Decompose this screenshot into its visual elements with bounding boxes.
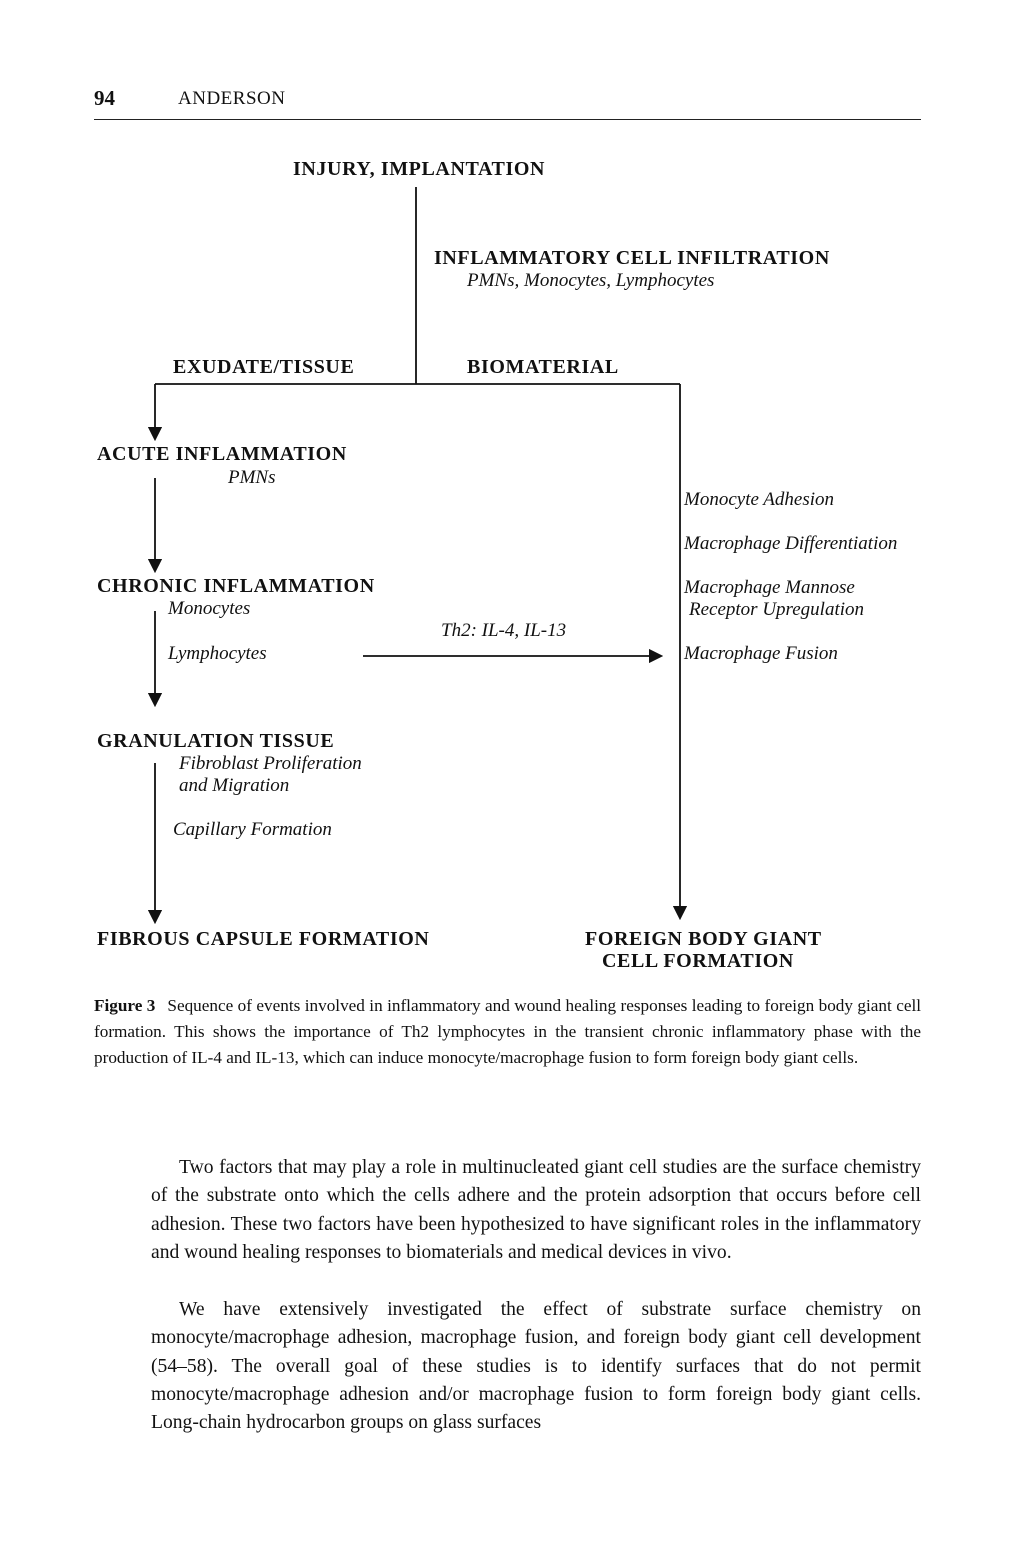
node-macrophage-fusion: Macrophage Fusion <box>684 643 838 664</box>
body-paragraph-1 <box>151 1154 921 1267</box>
node-infiltration: INFLAMMATORY CELL INFILTRATION <box>434 247 830 269</box>
th2-label: Th2: IL-4, IL-13 <box>441 620 567 641</box>
node-granulation: GRANULATION TISSUE <box>97 730 335 752</box>
caption-text: Sequence of events involved in inflammatory and wound healing responses leading to foreign body giant cell formation. This shows the importance of Th2 lymphocytes in the transient chronic inflammatory phase with the production of IL-4 and IL-13, which can induce monocyte/macrophage fusion to form foreign body giant cells. <box>94 996 921 1067</box>
paragraph-2-text: We have extensively investigated the effect of substrate surface chemistry on monocyte/macrophage adhesion, macrophage fusion, and foreign body giant cell development (54–58). The overall goal of these studies is to identify surfaces that do not permit monocyte/macrophage adhesion and/or macrophage fusion to form foreign body giant cells. Long-chain hydrocarbon groups on glass surfaces <box>151 1299 921 1434</box>
node-fibroblast-2: and Migration <box>179 775 290 796</box>
node-monocyte-adhesion: Monocyte Adhesion <box>684 489 835 510</box>
node-mannose-1: Macrophage Mannose <box>684 577 855 598</box>
figure-caption <box>94 993 921 1071</box>
caption-label: Figure 3 <box>94 996 156 1015</box>
node-biomaterial: BIOMATERIAL <box>467 356 619 378</box>
paragraph-1-text: Two factors that may play a role in multinucleated giant cell studies are the surface chemistry of the substrate onto which the cells adhere and the protein adsorption that occurs before cell adhesion. These two factors have been hypothesized to have significant roles in the inflammatory and wound healing responses to biomaterials and medical devices in vivo. <box>151 1157 921 1263</box>
running-head: ANDERSON <box>178 88 286 109</box>
node-fibroblast-1: Fibroblast Proliferation <box>179 753 362 774</box>
node-fibrous: FIBROUS CAPSULE FORMATION <box>97 928 430 950</box>
node-acute: ACUTE INFLAMMATION <box>97 443 347 465</box>
node-acute-cells: PMNs <box>228 467 276 488</box>
node-capillary: Capillary Formation <box>173 819 332 840</box>
node-infiltration-cells: PMNs, Monocytes, Lymphocytes <box>467 270 715 291</box>
node-chronic-monocytes: Monocytes <box>168 598 251 619</box>
node-chronic-lymphocytes: Lymphocytes <box>168 643 267 664</box>
node-exudate: EXUDATE/TISSUE <box>173 356 355 378</box>
node-fbgc-1: FOREIGN BODY GIANT <box>585 928 822 950</box>
node-injury: INJURY, IMPLANTATION <box>293 158 546 180</box>
node-chronic: CHRONIC INFLAMMATION <box>97 575 375 597</box>
node-macrophage-differentiation: Macrophage Differentiation <box>684 533 898 554</box>
node-mannose-2: Receptor Upregulation <box>689 599 865 620</box>
node-fbgc-2: CELL FORMATION <box>602 950 794 972</box>
page-number: 94 <box>94 86 115 110</box>
body-paragraph-2 <box>151 1296 921 1437</box>
